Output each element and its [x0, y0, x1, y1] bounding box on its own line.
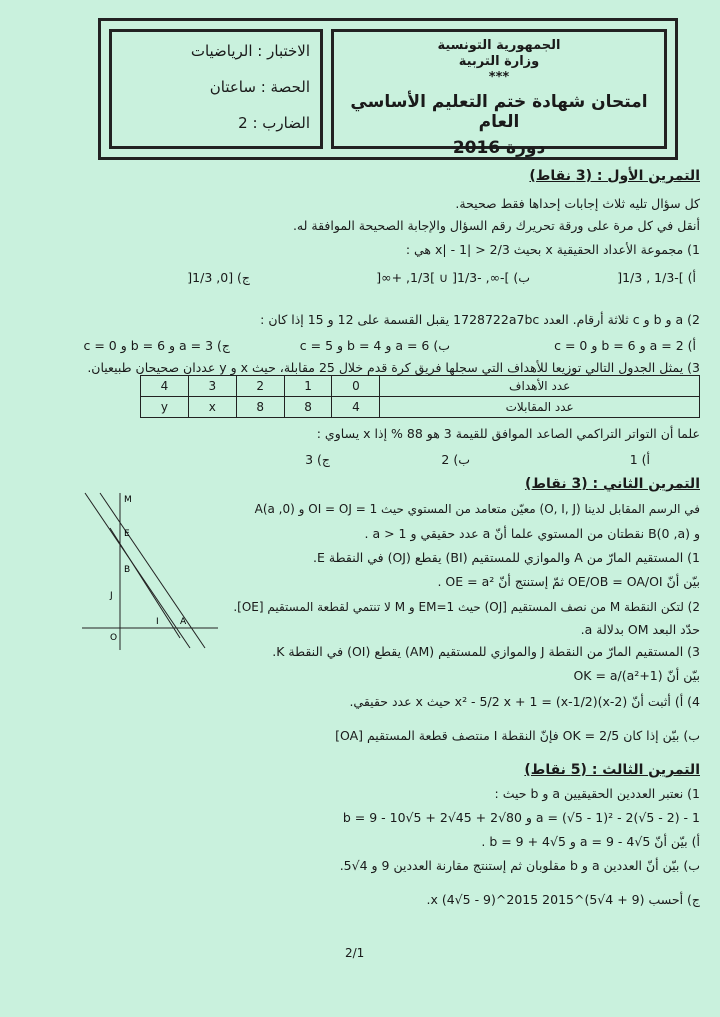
ex1-q1: 1) مجموعة الأعداد الحقيقية x بحيث 2/3 < |x| - 1 هي :: [405, 242, 700, 257]
label-m: M: [124, 495, 132, 505]
ex1-intro1: كل سؤال تليه ثلاث إجابات إحداها فقط صحيحة.: [455, 196, 700, 211]
ex1-q1-c: ج) [0, 1/3[: [187, 270, 250, 285]
ex2-l7: 3) المستقيم المارّ من النقطة J والموازي للمستقيم (AM) يقطع (OI) في النقطة K.: [272, 644, 700, 659]
session-label: دورة 2016: [452, 138, 546, 158]
ex1-q2-b: ب) a = 6 و b = 4 و c = 5: [299, 338, 450, 353]
ex2-l10: ب) بيّن إذا كان OK = 2/5 فإنّ النقطة I منتصف قطعة المستقيم [OA]: [335, 728, 700, 743]
label-j: J: [110, 591, 113, 601]
table-cell: 8: [284, 397, 332, 418]
ex1-q2-c: ج) a = 3 و b = 6 و c = 0: [83, 338, 230, 353]
table-cell: 4: [141, 376, 189, 397]
label-o: O: [110, 633, 118, 643]
ex3-l3: أ) بيّن أنّ a = 9 - 4√5 و b = 9 + 4√5 .: [481, 834, 700, 849]
ex2-l1: في الرسم المقابل لدينا (O, I, J) معيّن متعامد من المستوي حيث OI = OJ = 1 و (A(a ,0: [254, 502, 700, 516]
ex2-title: التمرين الثاني : (3 نقاط): [525, 476, 700, 492]
ex2-l5: 2) لتكن النقطة M من نصف المستقيم [OJ) حيث EM=1 و M لا تنتمي لقطعة المستقيم [OE].: [233, 600, 700, 614]
exam-title-box: [331, 29, 667, 158]
goals-table: [140, 375, 700, 418]
exam-header: [98, 18, 678, 160]
ex1-intro2: أنقل في كل مرة على ورقة تحريرك رقم السؤال والإجابة الصحيحة الموافقة له.: [292, 218, 700, 233]
table-cell: y: [141, 397, 189, 418]
ex1-q1-b: ب) ]-∞, -1/3[ ∪ ]1/3, +∞[: [376, 270, 530, 285]
table-cell: عدد المقابلات: [380, 397, 700, 418]
table-row: [141, 397, 700, 418]
ex3-l5: ج) أحسب (9 + 4√5)^2015 x (4√5 - 9)^2015.: [426, 892, 700, 907]
ex2-l3: 1) المستقيم المارّ من A والموازي للمستقيم (BI) يقطع (OJ) في النقطة E.: [313, 550, 700, 565]
ex2-l6: حدّد البعد OM بدلالة a.: [580, 622, 700, 637]
ex1-q3-b: ب) 2: [441, 452, 470, 467]
line-ae: [100, 493, 205, 648]
ex2-l8: بيّن أنّ OK = a/(a²+1): [573, 668, 700, 683]
ex1-q3-c: ج) 3: [305, 452, 330, 467]
table-cell: 1: [284, 376, 332, 397]
ex2-l2: و (B(0 ,a نقطتان من المستوي علما أنّ a عدد حقيقي و a > 1 .: [364, 526, 700, 541]
ministry-label: وزارة التربية: [458, 54, 540, 69]
subject-label: الاختبار : الرياضيات: [190, 42, 310, 60]
coefficient-label: الضارب : 2: [238, 114, 310, 132]
page-number: 2/1: [345, 946, 365, 960]
table-cell: 4: [332, 397, 380, 418]
label-b: B: [124, 565, 131, 575]
ex2-l4: بيّن أنّ OE/OB = OA/OI ثمّ إستنتج أنّ OE = a² .: [437, 574, 700, 589]
ex1-q3: 3) يمثل الجدول التالي توزيعا للأهداف التي سجلها فريق كرة قدم خلال 25 مقابلة، حيث x و y عددان صحيحان طبيعيان.: [87, 360, 700, 375]
ex1-q3b: علما أن التواتر التراكمي الصاعد الموافق للقيمة 3 هو 88 % إذا x يساوي :: [316, 426, 700, 441]
ex3-l1: 1) نعتبر العددين الحقيقيين a و b حيث :: [494, 786, 700, 801]
ex2-l9: 4) أ) أثبت أنّ (x-2)(x-1/2) = x² - 5/2 x + 1 حيث x عدد حقيقي.: [349, 694, 700, 709]
republic-label: الجمهورية التونسية: [437, 38, 561, 53]
table-cell: عدد الأهداف: [380, 376, 700, 397]
ex3-l4: ب) بيّن أنّ العددين a و b مقلوبان ثم إستنتج مقارنة العددين 9 و 4√5.: [339, 858, 700, 873]
label-a: A: [180, 617, 187, 627]
stars: ***: [488, 70, 510, 85]
ex1-q2: 2) a و b و c ثلاثة أرقام. العدد 1728722a7bc يقبل القسمة على 12 و 15 إذا كان :: [260, 312, 700, 327]
ex1-q1-a: أ) ]-1/3 , 1/3[: [617, 270, 696, 285]
ex1-title: التمرين الأول : (3 نقاط): [529, 168, 700, 184]
duration-label: الحصة : ساعتان: [209, 78, 310, 96]
table-cell: 2: [236, 376, 284, 397]
ex3-l2: a = (√5 - 1)² - 2(√5 - 2) - 1 و b = 9 - 10√5 + 2√45 + 2√80: [342, 810, 700, 825]
table-cell: x: [188, 397, 236, 418]
ex1-q2-a: أ) a = 2 و b = 6 و c = 0: [554, 338, 696, 353]
label-e: E: [124, 529, 130, 539]
table-cell: 0: [332, 376, 380, 397]
label-i: I: [156, 617, 159, 627]
ex1-q3-a: أ) 1: [629, 452, 650, 467]
table-cell: 3: [188, 376, 236, 397]
table-row: [141, 376, 700, 397]
table-cell: 8: [236, 397, 284, 418]
exam-title: امتحان شهادة ختم التعليم الأساسي العام: [350, 92, 648, 132]
geometry-figure: [80, 488, 220, 653]
exam-info-box: [109, 29, 323, 149]
ex3-title: التمرين الثالث : (5 نقاط): [524, 762, 700, 778]
